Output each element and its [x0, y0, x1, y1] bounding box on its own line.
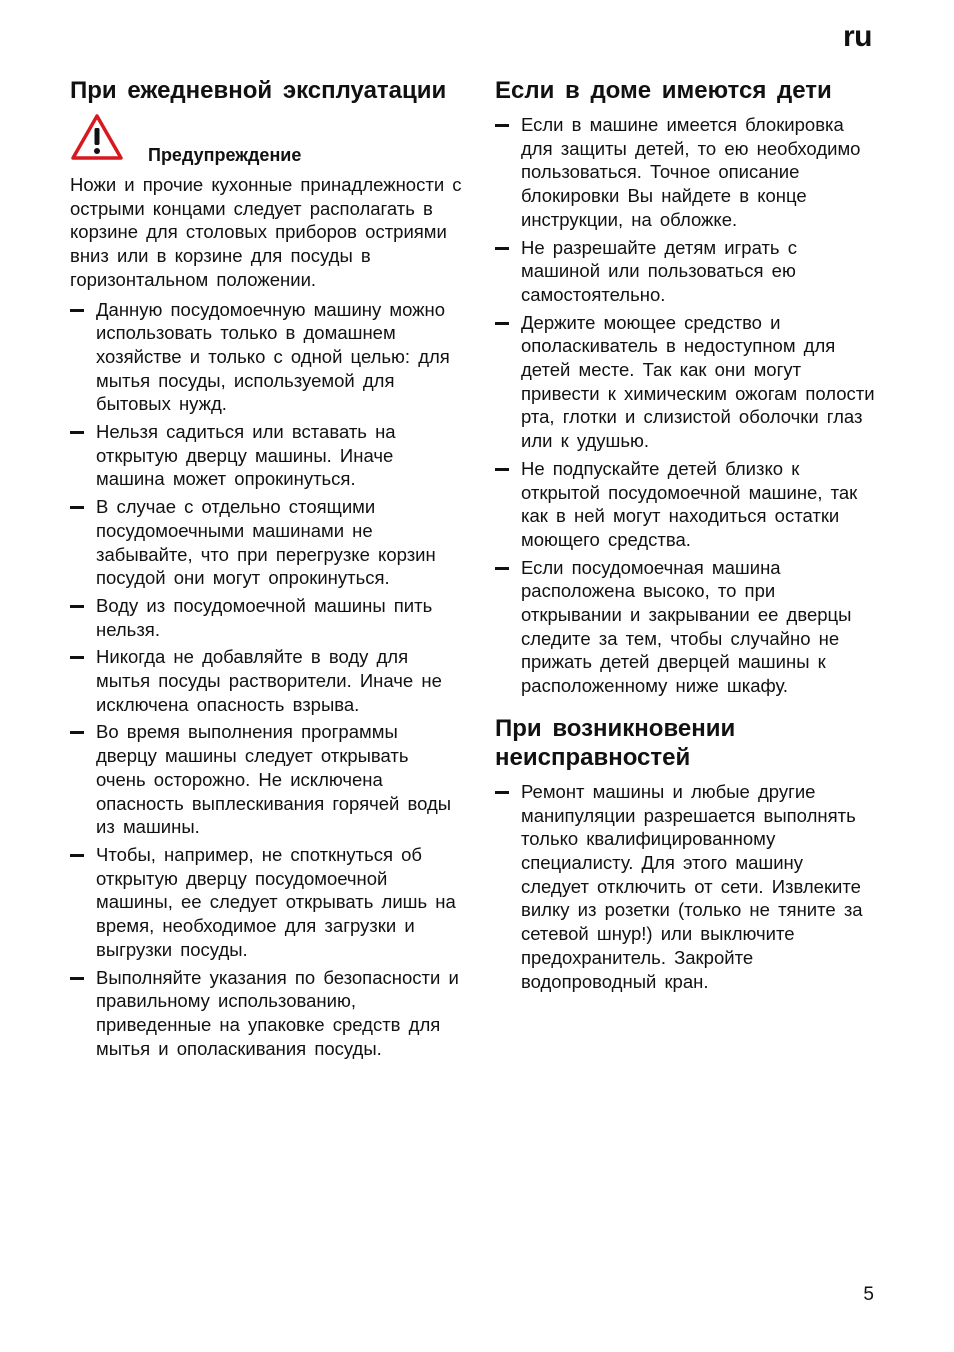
malfunction-list — [495, 780, 875, 993]
list-item — [70, 966, 462, 1061]
list-item-text: Никогда не добавляйте в воду для мытья посуды растворители. Иначе не исключена опасность взрыва. — [96, 646, 442, 715]
list-item — [70, 843, 462, 962]
list-item — [70, 298, 462, 417]
children-heading: Если в доме имеются дети — [495, 77, 832, 104]
daily-use-heading: При ежедневной эксплуатации — [70, 77, 447, 104]
right-column — [495, 76, 875, 997]
list-item — [70, 594, 462, 641]
list-item — [495, 236, 875, 307]
list-item-text: Если в машине имеется блокировка для защиты детей, то ею необходимо пользоваться. Точное описание блокировки Вы найдете в конце инструкции, на обложке. — [521, 114, 861, 230]
list-item — [70, 645, 462, 716]
list-item-text: Держите моющее средство и ополаскиватель в недоступном для детей месте. Так как они могут привести к химическим ожогам полости рта, глотки и слизистой оболочки глаз или к удушью. — [521, 311, 875, 452]
language-code: ru — [843, 20, 872, 53]
daily-use-list — [70, 298, 462, 1061]
list-item — [70, 495, 462, 590]
list-item — [70, 420, 462, 491]
malfunction-heading: При возникновении неисправностей — [495, 714, 736, 771]
warning-label: Предупреждение — [148, 145, 302, 165]
list-item — [495, 780, 875, 993]
list-item — [495, 556, 875, 698]
list-item-text: Если посудомоечная машина расположена высоко, то при открывании и закрывании ее дверцы следите за тем, чтобы случайно не прижать детей дверцей машины к расположенному ниже шкафу. — [521, 556, 852, 697]
list-item-text: Чтобы, например, не споткнуться об открытую дверцу посудомоечной машины, ее следует открывать лишь на время, необходимое для загрузки и выгрузки посуды. — [96, 843, 456, 960]
list-item-text: В случае с отдельно стоящими посудомоечными машинами не забывайте, что при перегрузке корзин посудой они могут опрокинуться. — [96, 496, 436, 589]
list-item-text: Выполняйте указания по безопасности и правильному использованию, приведенные на упаковке средств для мытья и ополаскивания посуды. — [96, 966, 459, 1059]
list-item-text: Ремонт машины и любые другие манипуляции разрешается выполнять только квалифицированному специалисту. Для этого машину следует отключить от сети. Извлеките вилку из розетки (только не тяните за сетевой шнур!) или выключите предохранитель. Закройте водопроводный кран. — [521, 780, 863, 992]
list-item-text: Данную посудомоечную машину можно использовать только в домашнем хозяйстве и только с одной целью: для мытья посуды, используемой для бытовых нужд. — [96, 298, 450, 415]
page-number: 5 — [863, 1284, 874, 1305]
list-item-text: Воду из посудомоечной машины пить нельзя. — [96, 594, 433, 640]
warning-text: Ножи и прочие кухонные принадлежности с острыми концами следует располагать в корзине для столовых приборов остриями вниз или в корзине для посуды в горизонтальном положении. — [70, 174, 462, 290]
list-item — [70, 720, 462, 839]
warning-block — [70, 113, 462, 171]
list-item — [495, 311, 875, 453]
list-item-text: Нельзя садиться или вставать на открытую дверцу машины. Иначе машина может опрокинуться. — [96, 421, 396, 490]
list-item — [495, 457, 875, 552]
list-item — [495, 113, 875, 232]
list-item-text: Во время выполнения программы дверцу машины следует открывать очень осторожно. Не исключена опасность выплескивания горячей воды из машины. — [96, 721, 452, 838]
children-list — [495, 113, 875, 698]
warning-triangle-icon — [70, 113, 124, 161]
left-column — [70, 76, 462, 1064]
list-item-text: Не разрешайте детям играть с машиной или пользоваться ею самостоятельно. — [521, 236, 797, 305]
list-item-text: Не подпускайте детей близко к открытой посудомоечной машине, так как в ней могут находиться остатки моющего средства. — [521, 457, 858, 550]
